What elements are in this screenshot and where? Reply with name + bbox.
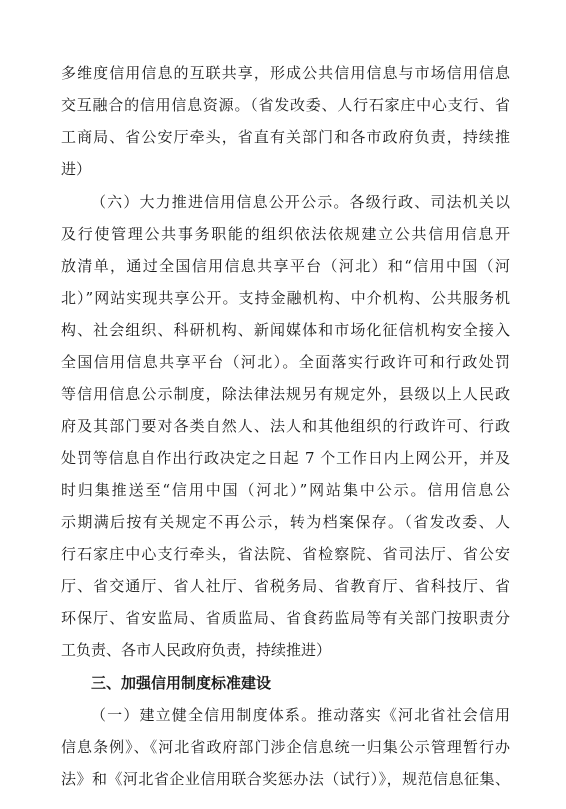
- body-text-line: 示期满后按有关规定不再公示，转为档案保存。（省发改委、人: [61, 513, 510, 531]
- body-text-line: 全国信用信息共享平台（河北）。全面落实行政许可和行政处罚: [61, 353, 510, 371]
- body-text-line: 环保厅、省安监局、省质监局、省食药监局等有关部门按职责分: [61, 609, 510, 627]
- paragraph-first-line: （一）建立健全信用制度体系。推动落实《河北省社会信用: [91, 706, 510, 724]
- body-text-line: 处罚等信息自作出行政决定之日起 7 个工作日内上网公开，并及: [61, 449, 510, 467]
- body-text-line: 府及其部门要对各类自然人、法人和其他组织的行政许可、行政: [61, 417, 510, 435]
- body-text-line: 等信用信息公示制度，除法律法规另有规定外，县级以上人民政: [61, 385, 510, 403]
- body-text-line: 信息条例》、《河北省政府部门涉企信息统一归集公示管理暂行办: [61, 738, 510, 756]
- body-text-line: 进）: [61, 160, 92, 178]
- body-text-line: 工商局、省公安厅牵头，省直有关部门和各市政府负责，持续推: [61, 128, 510, 146]
- body-text-line: 北）”网站实现共享公开。支持金融机构、中介机构、公共服务机: [61, 289, 510, 307]
- body-text-line: 行石家庄中心支行牵头，省法院、省检察院、省司法厅、省公安: [61, 545, 510, 563]
- section-heading: 三、加强信用制度标准建设: [91, 674, 272, 692]
- body-text-line: 时归集推送至“信用中国（河北）”网站集中公示。信用信息公: [61, 481, 510, 499]
- body-text-line: 法》和《河北省企业信用联合奖惩办法（试行）》，规范信息征集、: [61, 770, 510, 788]
- body-text-line: 工负责、各市人民政府负责，持续推进）: [61, 641, 332, 659]
- body-text-line: 构、社会组织、科研机构、新闻媒体和市场化征信机构安全接入: [61, 321, 510, 339]
- paragraph-first-line: （六）大力推进信用信息公开公示。各级行政、司法机关以: [91, 193, 510, 211]
- body-text-line: 厅、省交通厅、省人社厅、省税务局、省教育厅、省科技厅、省: [61, 577, 510, 595]
- body-text-line: 交互融合的信用信息资源。（省发改委、人行石家庄中心支行、省: [61, 96, 510, 114]
- body-text-line: 多维度信用信息的互联共享，形成公共信用信息与市场信用信息: [61, 64, 510, 82]
- body-text-line: 及行使管理公共事务职能的组织依法依规建立公共信用信息开: [61, 225, 510, 243]
- body-text-line: 放清单，通过全国信用信息共享平台（河北）和“信用中国（河: [61, 257, 510, 275]
